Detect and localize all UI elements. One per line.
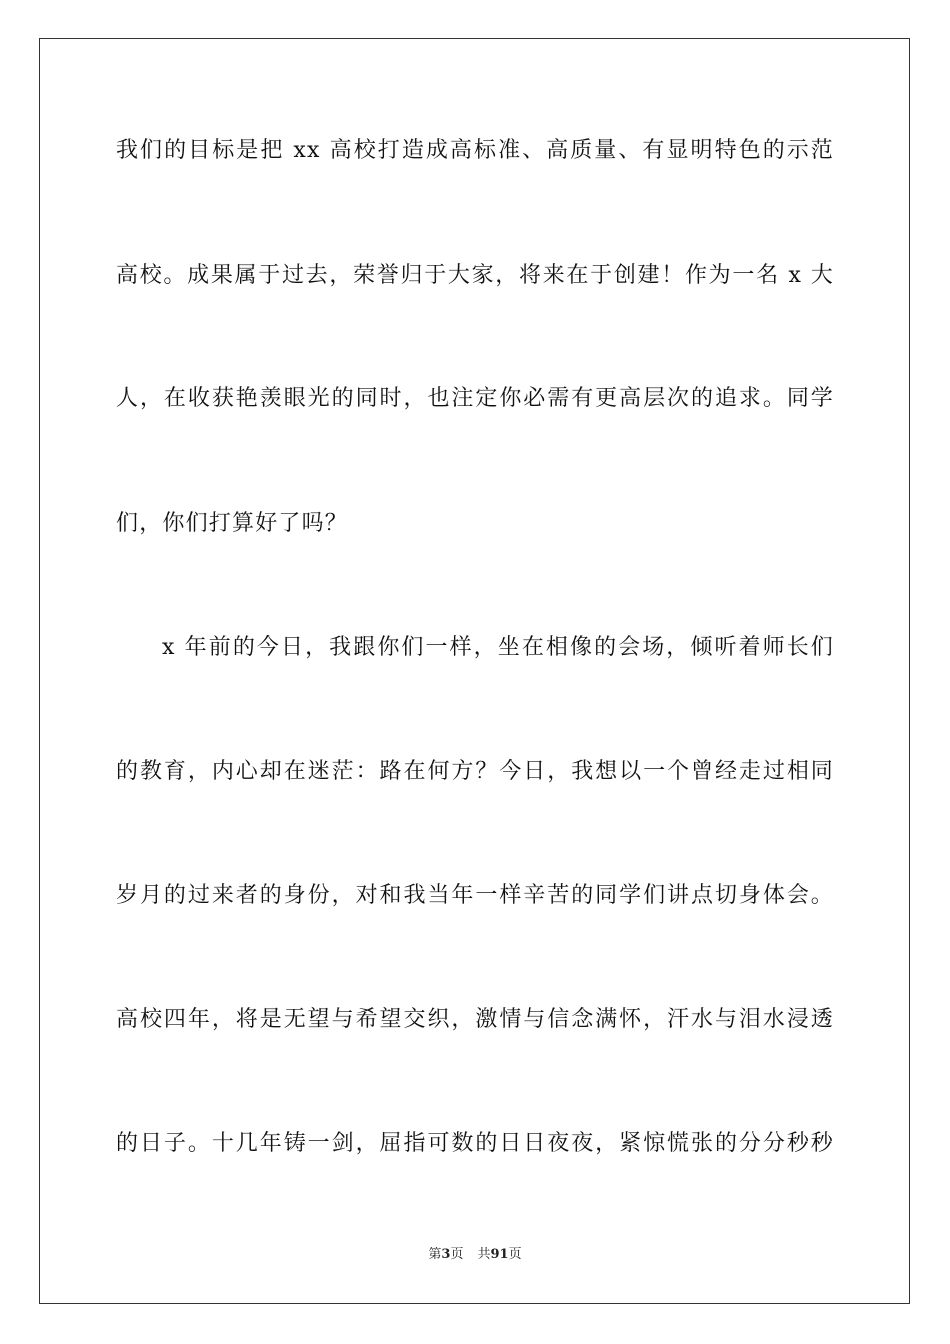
body-text-line: 高校。成果属于过去，荣誉归于大家，将来在于创建！作为一名 x 大	[116, 263, 834, 288]
page-number: 3	[441, 1247, 451, 1262]
body-text-line: 的日子。十几年铸一剑，屈指可数的日日夜夜，紧惊慌张的分分秒秒	[116, 1131, 834, 1156]
body-text-line: 高校四年，将是无望与希望交织，激情与信念满怀，汗水与泪水浸透	[116, 1007, 834, 1032]
body-text-line: 岁月的过来者的身份，对和我当年一样辛苦的同学们讲点切身体会。	[116, 883, 834, 908]
paragraph-first-line: x 年前的今日，我跟你们一样，坐在相像的会场，倾听着师长们	[162, 635, 834, 660]
body-text-line: 的教育，内心却在迷茫：路在何方？今日，我想以一个曾经走过相同	[116, 759, 834, 784]
page-footer	[0, 1246, 950, 1264]
page-label: 第3页	[428, 1247, 464, 1262]
body-text-line: 我们的目标是把 xx 高校打造成高标准、高质量、有显明特色的示范	[116, 138, 834, 163]
total-pages: 91	[490, 1247, 509, 1262]
page-border	[39, 38, 910, 1304]
body-text-line: 人，在收获艳羡眼光的同时，也注定你必需有更高层次的追求。同学	[116, 386, 834, 411]
total-pages-label: 共91页	[477, 1247, 522, 1262]
body-text-line: 们，你们打算好了吗？	[116, 511, 349, 536]
